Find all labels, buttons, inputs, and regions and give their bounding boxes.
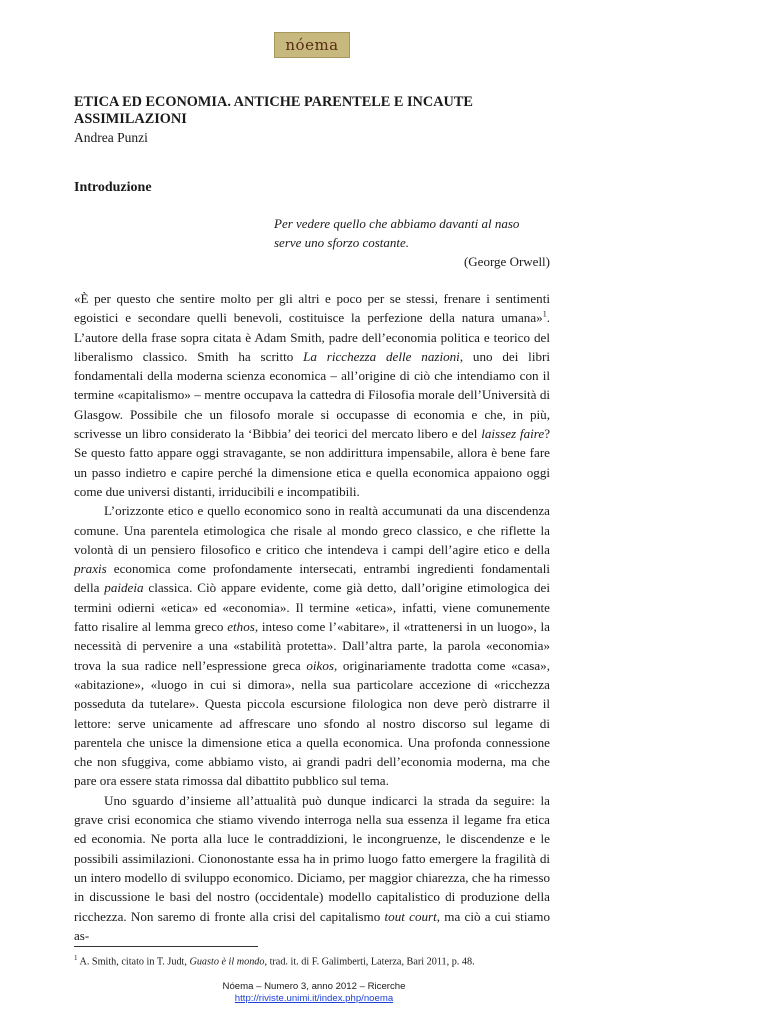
epigraph: [274, 214, 550, 271]
noema-logo: [274, 32, 350, 58]
epigraph-quote: Per vedere quello che abbiamo davanti al naso serve uno sforzo costante.: [274, 216, 520, 250]
italic-term: laissez faire: [481, 426, 545, 442]
article-body: [74, 289, 550, 945]
footnote-separator: [74, 946, 258, 947]
text-run: . L’autore della frase sopra citata è Adam Smith, padre dell’economia politica e teorico del liberalismo classico. Smith ha scritto: [74, 310, 550, 364]
paragraph-2: [74, 501, 550, 790]
italic-term: paideia: [104, 580, 144, 596]
paragraph-3: [74, 791, 550, 945]
italic-term: ethos: [227, 619, 255, 635]
text-run: Uno sguardo d’insieme all’attualità può dunque indicarci la strada da seguire: la grave crisi economica che stiamo vivendo interroga nella sua essenza il legame fra etica ed economia. Ne porta alla luce le contraddizioni, le incongruenze, le discendenze e le possibili assimilazioni. Ciononostante essa ha in primo luogo fatto emergere la fragilità di un intero modello di sviluppo economico. Diciamo, per maggior chiarezza, che ha rimesso in discussione le basi del nostro (occidentale) modello capitalistico di produzione della ricchezza. Non saremo di fronte alla crisi del capitalismo: [74, 792, 550, 924]
text-run: , ma ciò a cui stiamo as-: [74, 908, 550, 943]
epigraph-source: (George Orwell): [463, 254, 550, 269]
text-run: ? Se questo fatto appare oggi stravagante, se non addirittura impensabile, allora è bene fare un passo indietro e capire perché la dimensione etica e quella economica appaiono oggi come due universi distanti, irriducibili e incompatibili.: [74, 426, 550, 499]
article-title: ETICA ED ECONOMIA. ANTICHE PARENTELE E INCAUTE ASSIMILAZIONI: [74, 94, 473, 127]
footnote-reference[interactable]: 1: [542, 309, 547, 319]
footnote-number: 1: [74, 954, 78, 962]
article-author: Andrea Punzi: [74, 130, 148, 145]
logo-text: nóema: [285, 36, 339, 54]
italic-term: tout court: [384, 908, 437, 924]
book-title: La ricchezza delle nazioni: [303, 348, 460, 364]
italic-term: oikos: [306, 657, 334, 673]
text-run: economica come profondamente intersecati, entrambi ingredienti fondamentali della: [74, 561, 550, 596]
text-run: , trad. it. di F. Galimberti, Laterza, Bari 2011, p. 48.: [264, 956, 475, 968]
text-run: L’orizzonte etico e quello economico sono in realtà accumunati da una discendenza comune. Una parentela etimologica che risale al mondo greco classico, e che riflette la volontà di un pensiero filosofico e critico che intendeva i campi dell’agire etico e della: [74, 503, 550, 557]
text-run: , uno dei libri fondamentali della moderna scienza economica – all’origine di ciò che intendiamo con il termine «capitalismo» – mentre occupava la cattedra di Filosofia morale dell’Università di Glasgow. Possibile che un filosofo morale si occupasse di economia e che, in più, scrivesse un libro considerato la ‘Bibbia’ dei teorici del mercato libero e del: [74, 348, 551, 442]
paragraph-1: [74, 289, 550, 501]
book-title: Guasto è il mondo: [189, 956, 265, 968]
text-run: , originariamente tradotta come «casa», «abitazione», «luogo in cui si dimora», nella sua particolare accezione di «ricchezza posseduta da tutelare». Questa piccola escursione filologica non deve però distrarre il lettore: serve unicamente ad affrescare uno sfondo al nostro discorso sul legame di parentela che unisce la dimensione etica a quella economica. Una profonda connessione che non sfuggiva, come abbiamo visto, ai grandi padri dell’economia moderna, ma che pare ora essere stata rimossa dal dibattito pubblico sul tema.: [74, 657, 550, 789]
footer-journal-info: Nóema – Numero 3, anno 2012 – Ricerche: [222, 981, 406, 992]
italic-term: praxis: [74, 561, 107, 577]
footnote-1: [74, 952, 554, 968]
section-heading: Introduzione: [74, 180, 152, 195]
page-footer: [0, 981, 628, 1005]
text-run: classica. Ciò appare evidente, come già detto, dall’origine etimologica dei termini odierni «etica» ed «economia». Il termine «etica», infatti, viene comunemente fatto risalire al lemma greco: [74, 580, 550, 635]
text-run: A. Smith, citato in T. Judt,: [77, 956, 190, 968]
text-run: , inteso come l’«abitare», il «trattenersi in un luogo», la necessità di pervenire a una «stabilità protetta». Dall’altra parte, la parola «economia» trova la sua radice nell’espressione greca: [74, 619, 550, 673]
footer-link[interactable]: http://riviste.unimi.it/index.php/noema: [234, 993, 394, 1004]
text-run: «È per questo che sentire molto per gli altri e poco per se stessi, frenare i sentimenti egoistici e secondare quelli benevoli, costituisce la perfezione della natura umana»: [74, 291, 550, 326]
